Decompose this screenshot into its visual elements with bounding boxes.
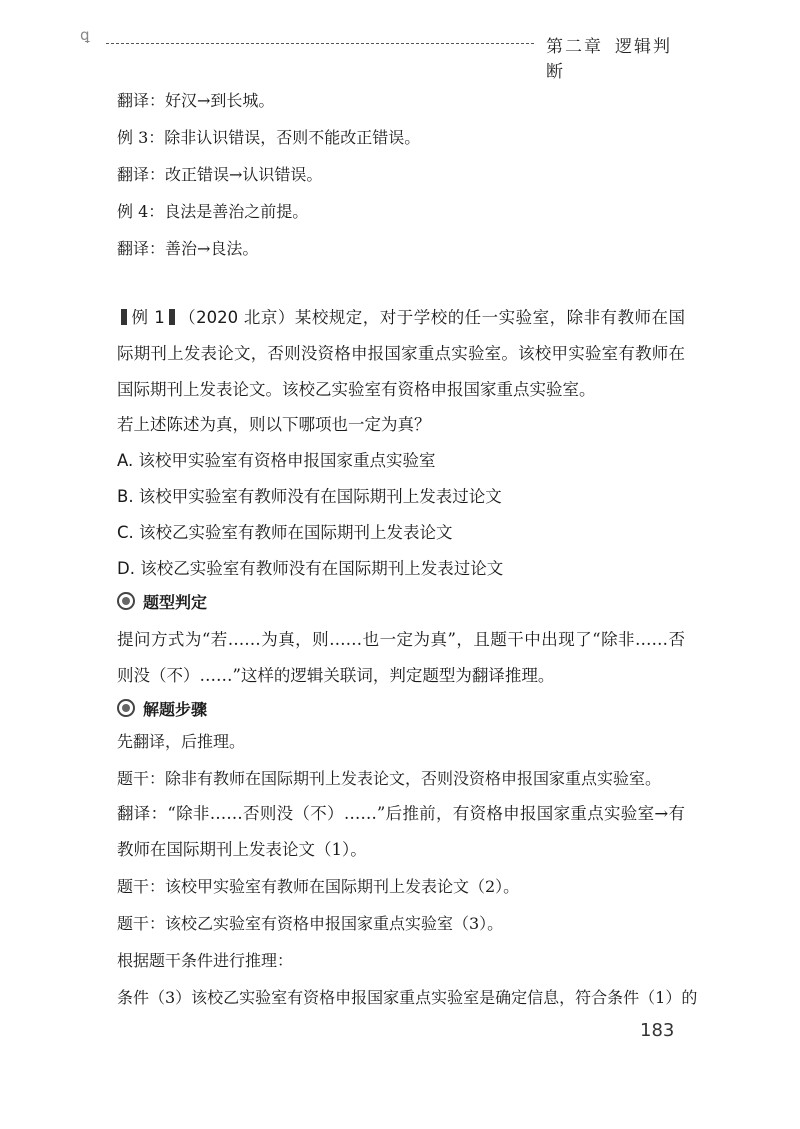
step-line: 根据题干条件进行推理： xyxy=(117,951,294,970)
judge-section-title: 题型判定 xyxy=(117,590,207,613)
example-stem xyxy=(117,300,685,408)
option-a: A. 该校甲实验室有资格申报国家重点实验室 xyxy=(117,451,436,470)
section-bullet-icon xyxy=(117,699,135,717)
steps-section-title: 解题步骤 xyxy=(117,697,207,720)
translation-line: 翻译：善治→良法。 xyxy=(117,239,259,258)
judge-text: 提问方式为“若……为真，则……也一定为真”，且题干中出现了“除非……否则没（不）……”这样的逻辑关联词，判定题型为翻译推理。 xyxy=(117,630,685,685)
publisher-logo-icon: ꝗ xyxy=(80,26,90,44)
page-number: 183 xyxy=(640,1020,675,1041)
option-c: C. 该校乙实验室有教师在国际期刊上发表论文 xyxy=(117,523,453,542)
chapter-title: 逻辑判断 xyxy=(546,37,672,82)
example-tag-left-icon xyxy=(121,309,127,325)
option-b: B. 该校甲实验室有教师没有在国际期刊上发表过论文 xyxy=(117,487,502,506)
option-d: D. 该校乙实验室有教师没有在国际期刊上发表过论文 xyxy=(117,559,504,578)
example-question: 若上述陈述为真，则以下哪项也一定为真？ xyxy=(117,415,431,434)
step-line: 先翻译，后推理。 xyxy=(117,732,246,751)
chapter-heading xyxy=(546,32,690,82)
example-line: 例 3：除非认识错误，否则不能改正错误。 xyxy=(117,128,421,147)
step-line: 条件（3）该校乙实验室有资格申报国家重点实验室是确定信息，符合条件（1）的 xyxy=(117,988,698,1007)
example-tag-right-icon xyxy=(169,309,175,325)
step-line: 题干：该校乙实验室有资格申报国家重点实验室（3）。 xyxy=(117,914,504,933)
section-bullet-icon xyxy=(117,592,135,610)
chapter-number: 第二章 xyxy=(546,37,603,57)
step-line: 题干：该校甲实验室有教师在国际期刊上发表论文（2）。 xyxy=(117,877,520,896)
step-line: 题干：除非有教师在国际期刊上发表论文，否则没资格申报国家重点实验室。 xyxy=(117,769,662,788)
translation-line: 翻译：好汉→到长城。 xyxy=(117,91,275,110)
example-line: 例 4：良法是善治之前提。 xyxy=(117,202,309,221)
page-header xyxy=(80,26,690,82)
translation-line: 翻译：改正错误→认识错误。 xyxy=(117,165,323,184)
example-label: 例 1 xyxy=(131,308,165,327)
header-rule xyxy=(106,43,534,44)
example-stem-text: （2020 北京）某校规定，对于学校的任一实验室，除非有教师在国际期刊上发表论文，否则没资格申报国家重点实验室。该校甲实验室有教师在国际期刊上发表论文。该校乙实验室有资格申报国家重点实验室。 xyxy=(117,308,685,399)
step-line: 翻译：“除非……否则没（不）……”后推前，有资格申报国家重点实验室→有教师在国际期刊上发表论文（1）。 xyxy=(117,804,685,859)
